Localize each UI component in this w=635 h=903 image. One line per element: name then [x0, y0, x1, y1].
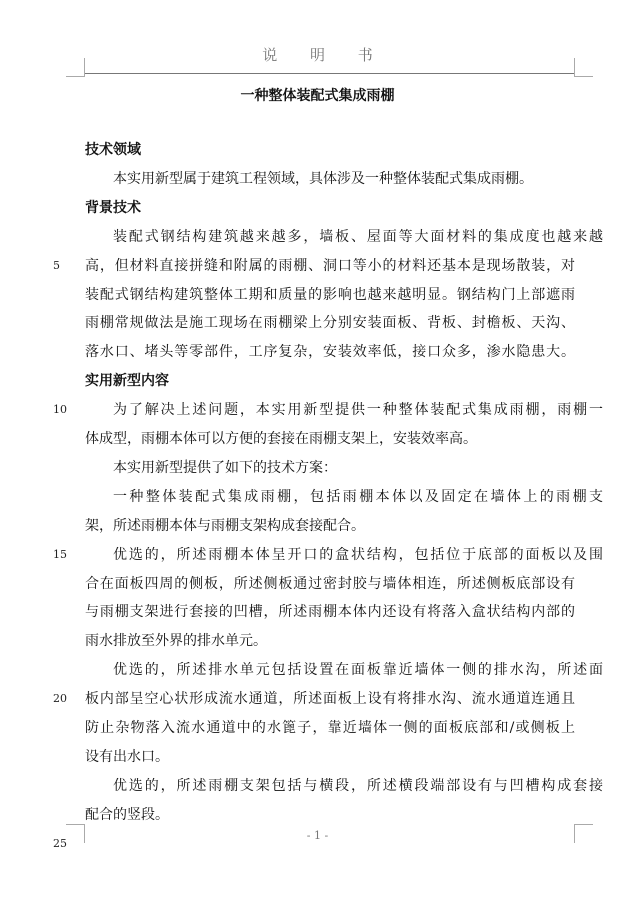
line-number: 15: [53, 547, 67, 561]
line-number: 10: [53, 403, 67, 417]
line-number: 25: [53, 836, 67, 850]
body-text-line: 本实用新型属于建筑工程领域，具体涉及一种整体装配式集成雨棚。: [113, 170, 533, 187]
body-text-line: 为了解决上述问题，本实用新型提供一种整体装配式集成雨棚，雨棚一: [113, 402, 603, 419]
body-text-line: 一种整体装配式集成雨棚，包括雨棚本体以及固定在墙体上的雨棚支: [113, 488, 603, 505]
line-number: 5: [53, 258, 60, 272]
body-text-line: 体成型，雨棚本体可以方便的套接在雨棚支架上，安装效率高。: [85, 431, 477, 447]
corner-mark-top-left: [66, 58, 85, 77]
section-heading: 实用新型内容: [85, 373, 169, 390]
body-text-line: 优选的，所述排水单元包括设置在面板靠近墙体一侧的排水沟，所述面: [113, 662, 603, 679]
body-text-line: 架，所述雨棚本体与雨棚支架构成套接配合。: [85, 517, 365, 534]
body-text-line: 板内部呈空心状形成流水通道，所述面板上设有将排水沟、流水通道连通且: [85, 691, 575, 708]
body-text-line: 雨水排放至外界的排水单元。: [85, 633, 267, 650]
body-text-line: 配合的竖段。: [85, 806, 169, 823]
corner-mark-top-right: [574, 58, 593, 77]
body-text-line: 防止杂物落入流水通道中的水篦子，靠近墙体一侧的面板底部和/或侧板上: [85, 720, 575, 736]
page-number: - 1 -: [306, 829, 329, 842]
section-heading: 技术领域: [85, 142, 141, 158]
body-text-line: 装配式钢结构建筑越来越多，墙板、屋面等大面材料的集成度也越来越: [113, 228, 603, 245]
body-text-line: 高，但材料直接拼缝和附属的雨棚、洞口等小的材料还基本是现场散装，对: [85, 257, 575, 274]
body-text-line: 本实用新型提供了如下的技术方案：: [113, 459, 337, 476]
body-text-line: 优选的，所述雨棚支架包括与横段，所述横段端部设有与凹槽构成套接: [113, 777, 603, 794]
header-rule: [84, 73, 574, 74]
body-text-line: 装配式钢结构建筑整体工期和质量的影响也越来越明显。钢结构门上部遮雨: [85, 286, 575, 303]
body-text-line: 设有出水口。: [85, 748, 169, 765]
line-number: 20: [53, 692, 67, 706]
body-text-line: 优选的，所述雨棚本体呈开口的盒状结构，包括位于底部的面板以及围: [113, 546, 603, 563]
section-heading: 背景技术: [85, 199, 141, 216]
body-text-line: 合在面板四周的侧板，所述侧板通过密封胶与墙体相连，所述侧板底部设有: [85, 575, 575, 592]
body-text-line: 落水口、堵头等零部件，工序复杂，安装效率低，接口众多，渗水隐患大。: [85, 344, 575, 361]
page-header: 说 明 书: [262, 46, 387, 64]
document-title: 一种整体装配式集成雨棚: [240, 88, 395, 104]
body-text-line: 与雨棚支架进行套接的凹槽，所述雨棚本体内还设有将落入盒状结构内部的: [85, 604, 575, 621]
body-text-line: 雨棚常规做法是施工现场在雨棚梁上分别安装面板、背板、封檐板、天沟、: [85, 315, 575, 332]
